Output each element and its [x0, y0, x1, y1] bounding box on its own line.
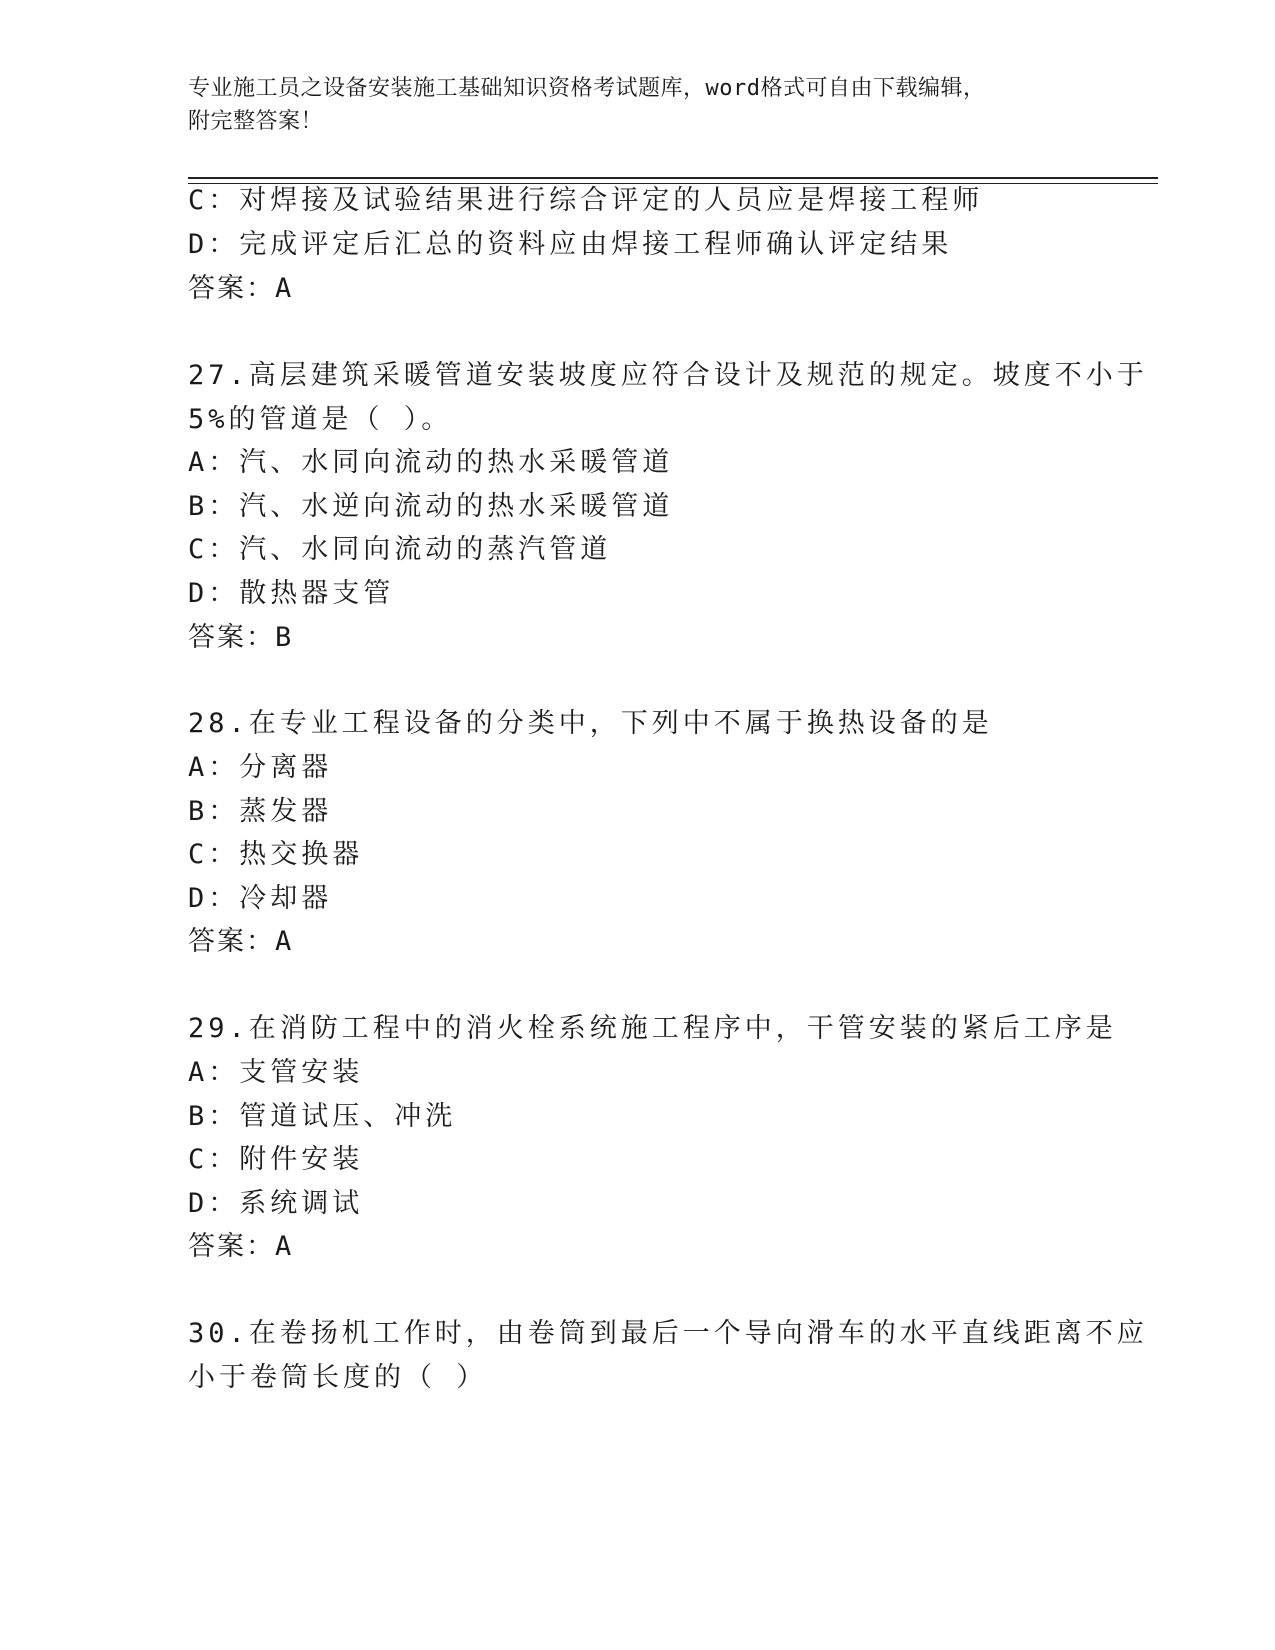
q29-option-a: A：支管安装	[188, 1057, 364, 1088]
q29-answer: 答案：A	[188, 1231, 294, 1262]
q28-answer: 答案：A	[188, 926, 294, 957]
header-line-2: 附完整答案！	[188, 109, 324, 134]
q28-stem-line-1: 28.在专业工程设备的分类中，下列中不属于换热设备的是	[188, 708, 993, 739]
q27-option-c: C：汽、水同向流动的蒸汽管道	[188, 534, 612, 565]
header-line-1: 专业施工员之设备安装施工基础知识资格考试题库，word格式可自由下载编辑，	[188, 76, 986, 101]
q28-option-b: B：蒸发器	[188, 796, 333, 827]
document-header	[188, 72, 1088, 138]
q28-option-c: C：热交换器	[188, 839, 364, 870]
q27-option-a: A：汽、水同向流动的热水采暖管道	[188, 447, 674, 478]
q29-option-d: D：系统调试	[188, 1188, 364, 1219]
prev-option-d: D：完成评定后汇总的资料应由焊接工程师确认评定结果	[188, 229, 953, 260]
q27-option-b: B：汽、水逆向流动的热水采暖管道	[188, 491, 674, 522]
q29-option-c: C：附件安装	[188, 1144, 364, 1175]
prev-answer: 答案：A	[188, 273, 294, 304]
q29-stem-line-1: 29.在消防工程中的消火栓系统施工程序中，干管安装的紧后工序是	[188, 1013, 1117, 1044]
header-divider-thick	[188, 177, 1158, 179]
q28-option-d: D：冷却器	[188, 883, 333, 914]
q30-stem-line-1: 30.在卷扬机工作时，由卷筒到最后一个导向滑车的水平直线距离不应	[188, 1318, 1148, 1349]
q28-option-a: A：分离器	[188, 752, 333, 783]
q27-answer: 答案：B	[188, 622, 294, 653]
q27-stem-line-1: 27.高层建筑采暖管道安装坡度应符合设计及规范的规定。坡度不小于	[188, 360, 1148, 391]
prev-option-c: C：对焊接及试验结果进行综合评定的人员应是焊接工程师	[188, 185, 984, 216]
q30-stem-line-2: 小于卷筒长度的（ ）	[188, 1362, 488, 1393]
q29-option-b: B：管道试压、冲洗	[188, 1101, 457, 1132]
q27-option-d: D：散热器支管	[188, 578, 395, 609]
q27-stem-line-2: 5%的管道是（ ）。	[188, 404, 453, 435]
